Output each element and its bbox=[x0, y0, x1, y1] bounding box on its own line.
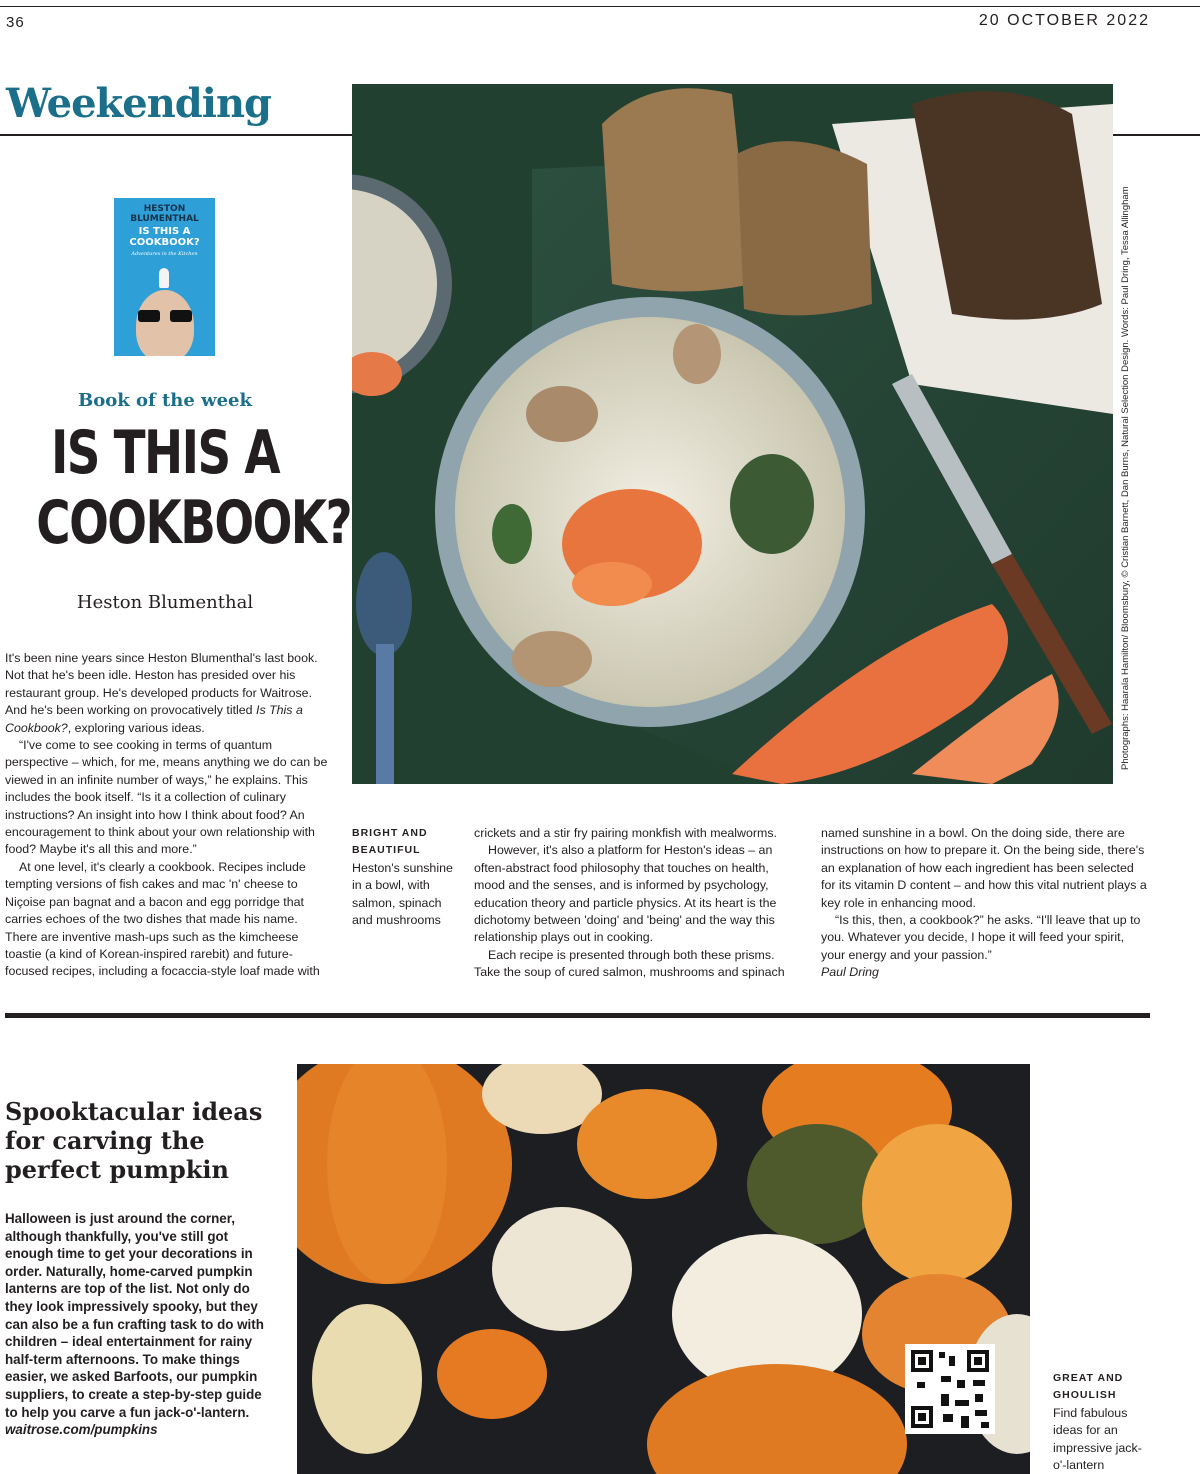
book-author: Heston Blumenthal bbox=[76, 592, 254, 613]
pumpkin-link[interactable]: waitrose.com/pumpkins bbox=[5, 1422, 158, 1438]
cover-author: HESTON BLUMENTHAL bbox=[130, 204, 199, 224]
article-paragraph: At one level, it's clearly a cookbook. Recipes include tempting versions of fish cakes and mac 'n' cheese to Niçoise pan bagnat and a bacon and egg porridge that carries echoes of the two dishes that made his name. There are inventive mash-ups such as the kimcheese toastie (a kind of Korean-inspired rarebit) and future-focused recipes, including a focaccia-style loaf made with bbox=[5, 859, 320, 979]
article-paragraph: “I've come to see cooking in terms of quantum perspective – which, for me, means anything we do can be viewed in an infinite number of ways,” he explains. This includes the book itself. “Is it a collection of culinary instructions? An insight into how I think about food? An encouragement to think about your own relationship with food? Maybe it's all this and more.” bbox=[5, 738, 328, 857]
article-paragraph: named sunshine in a bowl. On the doing side, there are instructions on how to prepare it. On the being side, there's an explanation of how each ingredient has been selected for its vitamin D content – and how this vital nutrient plays a key role in enhancing mood. bbox=[821, 826, 1147, 910]
book-kicker: Book of the week bbox=[78, 390, 252, 411]
article-paragraph: It's been nine years since Heston Blumenthal's last book. Not that he's been idle. Heston has presided over his restaurant group. He's developed products for Waitrose. And he's been working on provocatively titled Is This a Cookbook?, exploring various ideas. bbox=[5, 651, 318, 735]
photo-credit: Photographs: Haarala Hamilton/ Bloomsbury, © Cristian Barnett, Dan Burns, Natural Selection Design. Words: Paul Dring, Tessa Allingham bbox=[1120, 186, 1131, 770]
food-caption-title: BRIGHT AND BEAUTIFUL bbox=[352, 827, 428, 857]
story-divider bbox=[5, 1013, 1150, 1018]
pumpkin-caption-text: Find fabulous ideas for an impressive jack-o'-lantern bbox=[1053, 1405, 1142, 1473]
food-photo bbox=[352, 84, 1113, 784]
pumpkin-photo-illustration bbox=[297, 1064, 1030, 1474]
article-paragraph: However, it's also a platform for Heston's ideas – an often-abstract food philosophy that touches on health, mood and the senses, and is informed by psychology, education theory and particle physics. At its heart is the dichotomy between 'doing' and 'being' and the way this relationship plays out in cooking. bbox=[474, 843, 777, 945]
headline-line-2: COOKBOOK? bbox=[36, 488, 352, 558]
article-column-1 bbox=[5, 650, 329, 981]
issue-date: 20 OCTOBER 2022 bbox=[978, 12, 1150, 29]
pumpkin-caption-title: GREAT AND GHOULISH bbox=[1053, 1372, 1124, 1402]
food-caption bbox=[352, 825, 462, 929]
food-photo-illustration bbox=[352, 84, 1113, 784]
article-paragraph: Each recipe is presented through both these prisms. Take the soup of cured salmon, mushrooms and spinach bbox=[474, 947, 785, 980]
pumpkin-caption bbox=[1053, 1370, 1153, 1474]
headline-line-1: IS THIS A bbox=[50, 418, 280, 488]
cover-subtitle: Adventures in the Kitchen bbox=[131, 251, 198, 257]
page-number: 36 bbox=[6, 14, 25, 31]
article-column-3 bbox=[821, 825, 1147, 982]
food-caption-text: Heston's sunshine in a bowl, with salmon, spinach and mushrooms bbox=[352, 860, 453, 928]
article-byline: Paul Dring bbox=[821, 965, 879, 980]
pumpkin-photo bbox=[297, 1064, 1030, 1474]
cover-title: IS THIS A COOKBOOK? bbox=[129, 226, 200, 248]
section-rule bbox=[0, 134, 352, 136]
article-paragraph: crickets and a stir fry pairing monkfish with mealworms. bbox=[474, 826, 777, 840]
cover-figurine bbox=[159, 268, 169, 288]
pumpkin-body: Halloween is just around the corner, although thankfully, you've still got enough time to get your decorations in order. Naturally, home-carved pumpkin lanterns are top of the list. Not only do they look impressively spooky, but they can also be a fun crafting task to do with children – ideal entertainment for rainy half-term afternoons. To make things easier, we asked Barfoots, our pumpkin suppliers, to create a step-by-step guide to help you carve a fun jack-o'-lantern. waitrose.com/pumpkins bbox=[5, 1211, 264, 1438]
top-rule bbox=[0, 6, 1200, 7]
pumpkin-headline: Spooktacular ideas for carving the perfect pumpkin bbox=[5, 1097, 263, 1184]
book-headline bbox=[36, 418, 352, 558]
section-rule-right bbox=[1113, 134, 1200, 136]
book-cover bbox=[114, 198, 215, 356]
cover-glasses-icon bbox=[138, 310, 192, 322]
cover-portrait bbox=[136, 290, 194, 356]
section-title: Weekending bbox=[6, 80, 272, 127]
article-paragraph: “Is this, then, a cookbook?” he asks. “I'll leave that up to you. Whatever you decide, I hope it will feed your spirit, your energy and your passion.” bbox=[821, 913, 1141, 962]
book-title-inline: Is This a Cookbook? bbox=[5, 703, 303, 735]
qr-code-icon[interactable] bbox=[905, 1344, 995, 1434]
article-column-2 bbox=[474, 825, 796, 982]
